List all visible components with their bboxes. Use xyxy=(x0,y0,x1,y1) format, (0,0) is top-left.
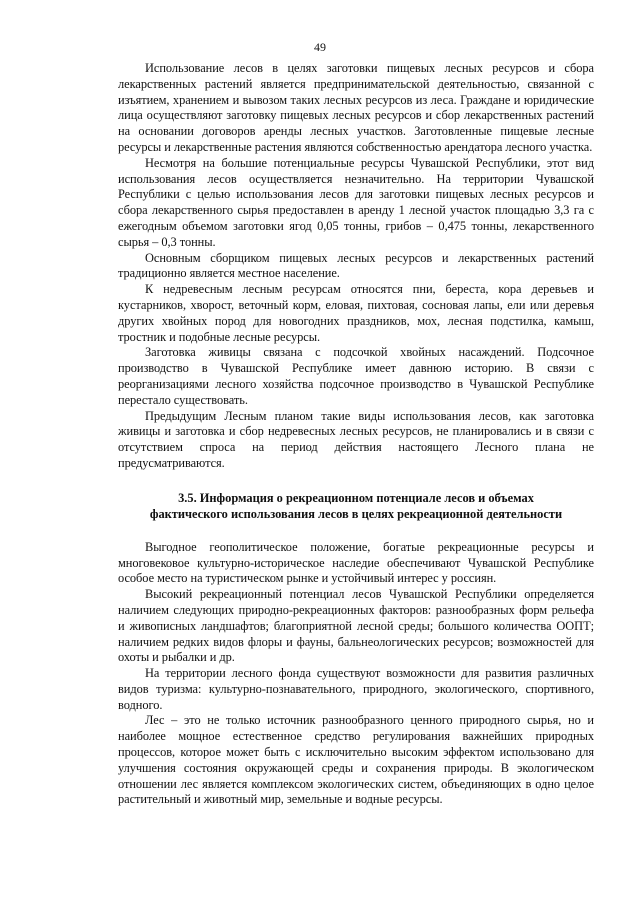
paragraph: Несмотря на большие потенциальные ресурсы Чувашской Республики, этот вид использования лесов осуществляется незначительно. На территории Чувашской Республики с целью использования лесов для заготовки пищевых лесных ресурсов и сбора лекарственного сырья предоставлен в аренду 1 лесной участок площадью 3,3 га с ежегодным объемом заготовки ягод 0,05 тонны, грибов – 0,475 тонны, лекарственного сырья – 0,3 тонны. xyxy=(118,155,594,249)
paragraph: Предыдущим Лесным планом такие виды использования лесов, как заготовка живицы и заготовка и сбор недревесных лесных ресурсов, не планировались и в связи с отсутствием спроса на период действия настоящего Лесного плана не предусматриваются. xyxy=(118,408,594,470)
section-heading-line2: фактического использования лесов в целях рекреационной деятельности xyxy=(149,506,563,521)
paragraph: Лес – это не только источник разнообразного ценного природного сырья, но и наиболее мощное естественное средство регулирования важнейших природных процессов, которое может быть с исключительно высоким эффектом использовано для улучшения состояния окружающей среды и сохранения природы. В экологическом отношении лес является комплексом экологических систем, объединяющих в одно целое растительный и животный мир, земельные и водные ресурсы. xyxy=(118,713,594,807)
paragraph: К недревесным лесным ресурсам относятся пни, береста, кора деревьев и кустарников, хворост, веточный корм, еловая, пихтовая, сосновая лапы, ели или деревья других хвойных пород для новогодних праздников, мох, лесная подстилка, камыш, тростник и подобные лесные ресурсы. xyxy=(118,282,594,344)
section-heading xyxy=(118,490,594,522)
paragraph: Высокий рекреационный потенциал лесов Чувашской Республики определяется наличием следующих природно-рекреационных факторов: разнообразных форм рельефа и живописных ландшафтов; благоприятной лесной среды; большого количества ООПТ; наличием редких видов флоры и фауны, бальнеологических ресурсов; возможностей для охоты и рыбалки и др. xyxy=(118,587,594,665)
page-number: 49 xyxy=(314,40,326,54)
paragraph: Использование лесов в целях заготовки пищевых лесных ресурсов и сбора лекарственных растений является предпринимательской деятельностью, связанной с изъятием, хранением и вывозом таких лесных ресурсов из леса. Граждане и юридические лица осуществляют заготовку пищевых лесных ресурсов и сбор лекарственных растений на основании договоров аренды лесных участков. Заготовленные пищевые лесные ресурсы и лекарственные растения являются собственностью арендатора лесного участка. xyxy=(118,61,594,154)
paragraph: Основным сборщиком пищевых лесных ресурсов и лекарственных растений традиционно является местное население. xyxy=(118,250,594,281)
page-body xyxy=(118,61,594,808)
paragraph: На территории лесного фонда существуют возможности для развития различных видов туризма: культурно-познавательного, природного, экологического, спортивного, водного. xyxy=(118,666,594,712)
paragraph: Выгодное геополитическое положение, богатые рекреационные ресурсы и многовековое культурно-историческое наследие обеспечивают Чувашской Республике особое место на туристическом рынке и устойчивый интерес у россиян. xyxy=(118,539,594,586)
paragraph: Заготовка живицы связана с подсочкой хвойных насаждений. Подсочное производство в Чувашской Республике имеет давнюю историю. В связи с реорганизациями лесного хозяйства подсочное производство в Чувашской Республике перестало существовать. xyxy=(118,345,594,407)
section-heading-line1: 3.5. Информация о рекреационном потенциале лесов и объемах xyxy=(178,490,534,505)
